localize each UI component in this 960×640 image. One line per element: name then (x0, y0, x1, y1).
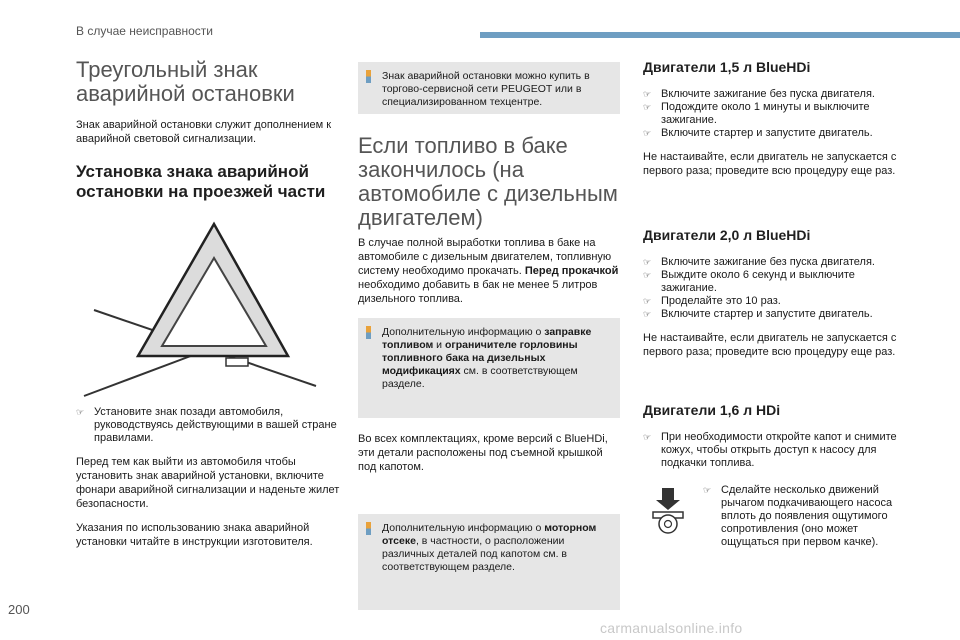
note-marker-icon (366, 70, 371, 83)
para-manufacturer-instructions: Указания по использованию знака аварийной установки читайте в инструкции изготовителя. (76, 522, 313, 548)
column-engine-procedures (643, 58, 903, 564)
note-engine-bay: Дополнительную информацию о моторном отсеке, в частности, о расположении различных деталей под капотом см. в соответствующем разделе. (358, 514, 620, 610)
intro-text: Знак аварийной остановки служит дополнением к аварийной световой сигнализации. (76, 119, 332, 145)
para-priming: В случае полной выработки топлива в баке на автомобиле с дизельным двигателем, топливную систему необходимо прокачать. Перед прокачкой необходимо добавить в бак не менее 5 литров дизельного топлива. (358, 237, 619, 305)
s1-bullet-1: ☞ Включите зажигание без пуска двигателя. (643, 88, 903, 101)
page-number: 200 (8, 602, 30, 617)
note-buy-sign: Знак аварийной остановки можно купить в торгово-сервисной сети PEUGEOT или в специализированном техцентре. (358, 62, 620, 114)
note-marker-icon (366, 522, 371, 535)
subtitle-install-triangle: Установка знака аварийной остановки на проезжей части (76, 162, 326, 201)
s1-bullet-3: ☞ Включите стартер и запустите двигатель. (643, 127, 903, 140)
header-rule (480, 32, 960, 38)
column-fuel-empty (358, 62, 620, 610)
para-hazard-lights: Перед тем как выйти из автомобиля чтобы установить знак аварийной установки, включите фонари аварийной сигнализации и наденьте жилет безопасности. (76, 456, 340, 510)
watermark: carmanualsonline.info (600, 620, 743, 636)
bullet-place-sign: ☞ Установите знак позади автомобиля, руководствуясь действующими в вашей стране правилами. (76, 406, 346, 445)
s3-bullet-1: ☞ При необходимости откройте капот и снимите кожух, чтобы открыть доступ к насосу для подкачки топлива. (643, 431, 903, 470)
s2-bullet-2: ☞ Выждите около 6 секунд и выключите зажигание. (643, 269, 903, 295)
s1-note: Не настаивайте, если двигатель не запускается с первого раза; проведите всю процедуру еще раз. (643, 151, 897, 177)
pump-step (643, 484, 903, 564)
column-warning-triangle (76, 58, 346, 549)
title-warning-triangle: Треугольный знак аварийной остановки (76, 57, 295, 106)
s2-bullet-1: ☞ Включите зажигание без пуска двигателя. (643, 256, 903, 269)
title-fuel-empty: Если топливо в баке закончилось (на автомобиле с дизельным двигателем) (358, 133, 618, 230)
warning-triangle-icon (76, 216, 348, 400)
para-cover-location: Во всех комплектациях, кроме версий с BlueHDi, эти детали расположены под съемной крышкой под капотом. (358, 433, 608, 473)
title-engine-20-bluehdi: Двигатели 2,0 л BlueHDi (643, 227, 811, 243)
hand-pump-icon (649, 486, 687, 539)
title-engine-15-bluehdi: Двигатели 1,5 л BlueHDi (643, 59, 811, 75)
note-marker-icon (366, 326, 371, 339)
section-title: В случае неисправности (76, 24, 213, 38)
s2-bullet-4: ☞ Включите стартер и запустите двигатель. (643, 308, 903, 321)
warning-triangle-illustration (76, 216, 348, 400)
s1-bullet-2: ☞ Подождите около 1 минуты и выключите зажигание. (643, 101, 903, 127)
note-refuelling: Дополнительную информацию о заправке топливом и ограничителе горловины топливного бака на дизельных модификациях см. в соответствующем разделе. (358, 318, 620, 418)
title-engine-16-hdi: Двигатели 1,6 л HDi (643, 402, 781, 418)
s3-bullet-2: ☞ Сделайте несколько движений рычагом подкачивающего насоса вплоть до появления ощутимого сопротивления (оно может ощущаться при первом качке). (703, 484, 917, 549)
s2-bullet-3: ☞ Проделайте это 10 раз. (643, 295, 903, 308)
s2-note: Не настаивайте, если двигатель не запускается с первого раза; проведите всю процедуру еще раз. (643, 332, 897, 358)
